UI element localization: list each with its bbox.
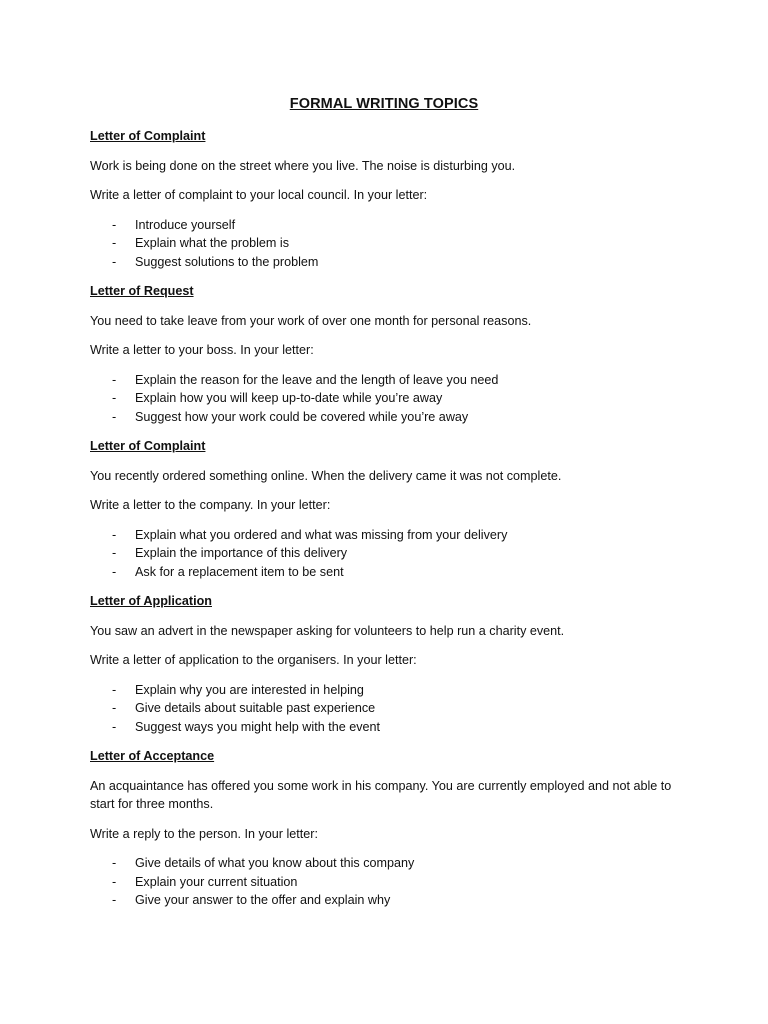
list-item-text: Explain your current situation xyxy=(135,874,298,889)
topic-section xyxy=(90,592,690,736)
task-text: Write a letter to your boss. In your letter: xyxy=(90,343,314,357)
list-item-text: Suggest ways you might help with the event xyxy=(135,719,381,734)
section-heading: Letter of Request xyxy=(90,284,194,298)
list-item-text: Explain the importance of this delivery xyxy=(135,546,348,560)
list-item-text: Give details of what you know about this company xyxy=(135,856,415,870)
section-heading: Letter of Complaint xyxy=(90,129,206,143)
bullet-dash: - xyxy=(112,682,117,697)
bullet-dash: - xyxy=(112,372,117,387)
list-item xyxy=(90,389,690,408)
bullet-dash: - xyxy=(112,217,117,232)
bullet-dash: - xyxy=(112,527,117,542)
situation-text: Work is being done on the street where you live. The noise is disturbing you. xyxy=(90,158,516,173)
list-item-text: Introduce yourself xyxy=(135,217,236,232)
bullet-dash: - xyxy=(112,856,117,870)
list-item xyxy=(90,891,690,910)
bullet-dash: - xyxy=(112,254,117,269)
list-item xyxy=(90,408,690,427)
list-item xyxy=(90,526,690,545)
topic-section xyxy=(90,282,690,426)
list-item-text: Ask for a replacement item to be sent xyxy=(135,564,344,579)
situation-text: You recently ordered something online. When the delivery came it was not complete. xyxy=(90,468,562,483)
topic-section xyxy=(90,127,690,271)
document-content xyxy=(90,127,690,921)
list-item xyxy=(90,371,690,390)
bullet-list xyxy=(90,371,690,427)
bullet-dash: - xyxy=(112,719,117,734)
bullet-dash: - xyxy=(112,701,117,715)
topic-section xyxy=(90,437,690,581)
list-item xyxy=(90,681,690,700)
list-item xyxy=(90,718,690,737)
list-item xyxy=(90,234,690,253)
list-item-text: Explain why you are interested in helping xyxy=(135,682,364,697)
bullet-dash: - xyxy=(112,893,117,907)
list-item-text: Suggest how your work could be covered while you’re away xyxy=(135,409,469,424)
bullet-list xyxy=(90,216,690,272)
bullet-dash: - xyxy=(112,564,117,579)
task-text: Write a letter of application to the organisers. In your letter: xyxy=(90,653,417,667)
bullet-list xyxy=(90,681,690,737)
task-text: Write a reply to the person. In your letter: xyxy=(90,826,318,841)
list-item xyxy=(90,253,690,272)
list-item-text: Give details about suitable past experience xyxy=(135,701,376,715)
bullet-dash: - xyxy=(112,391,117,405)
list-item xyxy=(90,544,690,563)
list-item xyxy=(90,563,690,582)
topic-section xyxy=(90,747,690,910)
section-heading: Letter of Acceptance xyxy=(90,749,215,763)
bullet-list xyxy=(90,854,690,910)
bullet-dash: - xyxy=(112,409,117,424)
list-item xyxy=(90,873,690,892)
situation-text: You saw an advert in the newspaper asking for volunteers to help run a charity event. xyxy=(90,623,565,638)
section-heading: Letter of Application xyxy=(90,594,212,608)
list-item xyxy=(90,216,690,235)
bullet-list xyxy=(90,526,690,582)
situation-text: You need to take leave from your work of over one month for personal reasons. xyxy=(90,313,532,328)
list-item-text: Give your answer to the offer and explain why xyxy=(135,893,391,907)
page-title: FORMAL WRITING TOPICS xyxy=(289,96,479,112)
list-item xyxy=(90,699,690,718)
situation-text: An acquaintance has offered you some work in his company. You are currently employed and not able to start for three months. xyxy=(90,778,672,811)
list-item-text: Explain the reason for the leave and the length of leave you need xyxy=(135,372,499,387)
list-item-text: Explain how you will keep up-to-date while you’re away xyxy=(135,391,443,405)
section-heading: Letter of Complaint xyxy=(90,439,206,453)
list-item-text: Explain what you ordered and what was missing from your delivery xyxy=(135,527,508,542)
list-item-text: Explain what the problem is xyxy=(135,236,290,250)
list-item-text: Suggest solutions to the problem xyxy=(135,254,319,269)
bullet-dash: - xyxy=(112,546,117,560)
bullet-dash: - xyxy=(112,874,117,889)
bullet-dash: - xyxy=(112,236,117,250)
task-text: Write a letter to the company. In your letter: xyxy=(90,498,331,512)
task-text: Write a letter of complaint to your local council. In your letter: xyxy=(90,188,428,202)
list-item xyxy=(90,854,690,873)
